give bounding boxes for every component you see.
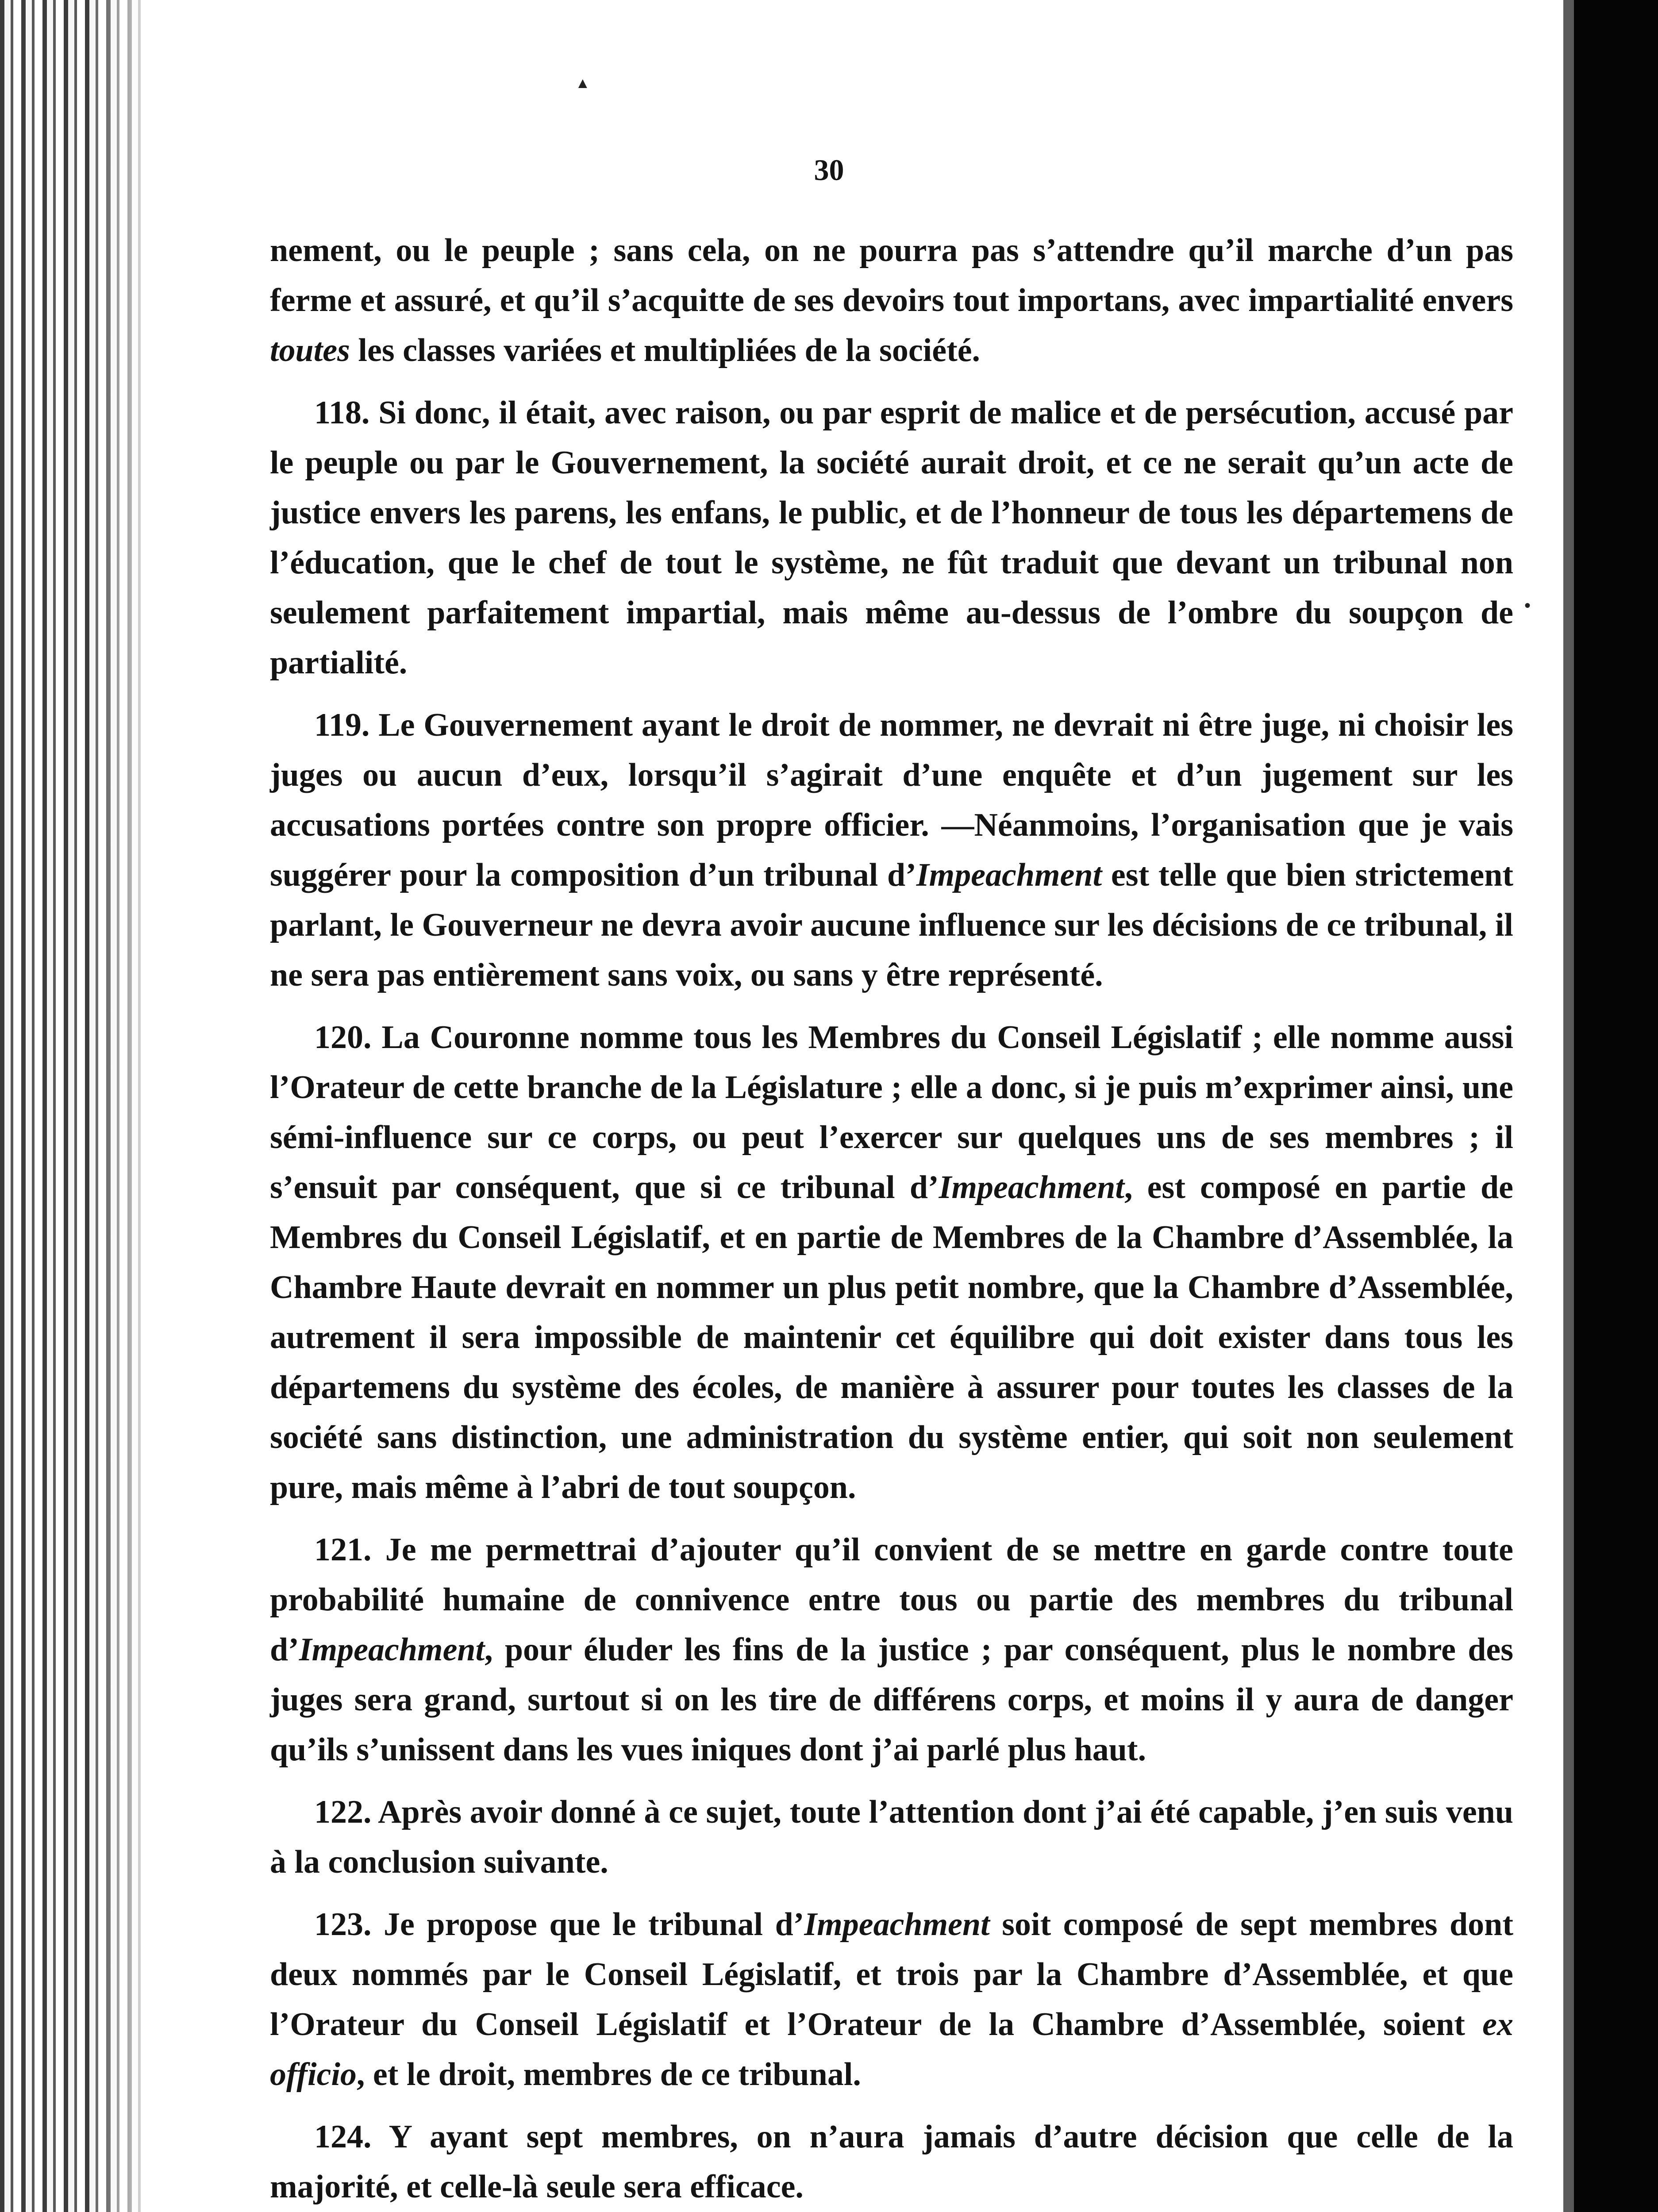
- paragraph-text: 119. Le Gouvernement ayant le droit de nommer, ne devrait ni être juge, ni choisir les juges ou aucun d’eux, lorsqu’il s’agirait d’une enquête et d’un jugement sur les accusations portées contre son propre officier. —Néanmoins, l’organisation que je vais suggérer pour la composition d’un tribunal d’: [270, 707, 1513, 893]
- paragraph-text: 118. Si donc, il était, avec raison, ou par esprit de malice et de persécution, accusé par le peuple ou par le Gouvernement, la société aurait droit, et ce ne serait qu’un acte de justice envers les parens, les enfans, le public, et de l’honneur de tous les départemens de l’éducation, que le chef de tout le système, ne fût traduit que devant un tribunal non seulement parfaitement impartial, mais même au-dessus de l’ombre du soupçon de partialité.: [270, 395, 1513, 681]
- top-ink-mark: ▲: [575, 75, 590, 92]
- scan-border-right: [1574, 0, 1658, 2212]
- italic-text: toutes: [270, 332, 350, 369]
- paragraph-p119: [270, 700, 1513, 1000]
- paragraph-text: , est composé en partie de Membres du Conseil Législatif, et en partie de Membres de la Chambre d’Assemblée, la Chambre Haute devrait en nommer un plus petit nombre, que la Chambre d’Assemblée, autrement il sera impossible de maintenir cet équilibre qui doit exister dans tous les départemens du système des écoles, de manière à assurer pour toutes les classes de la société sans distinction, une administration du système entier, qui soit non seulement pure, mais même à l’abri de tout soupçon.: [270, 1169, 1513, 1505]
- paragraph-text: soit composé de sept membres dont deux nommés par le Conseil Législatif, et trois par la Chambre d’Assemblée, et que l’Orateur du Conseil Législatif et l’Orateur de la Chambre d’Assemblée, soient: [270, 1906, 1513, 2043]
- page-number: 30: [814, 153, 844, 187]
- paragraph-text: est telle que bien strictement parlant, le Gouverneur ne devra avoir aucune influence sur les décisions de ce tribunal, il ne sera pas entièrement sans voix, ou sans y être représenté.: [270, 857, 1513, 993]
- paragraph-p122: [270, 1787, 1513, 1887]
- scan-binding-fade: [88, 0, 159, 2212]
- margin-ink-mark: •: [1524, 595, 1531, 615]
- paragraph-text: 120. La Couronne nomme tous les Membres du Conseil Législatif ; elle nomme aussi l’Orateur de cette branche de la Législature ; elle a donc, si je puis m’exprimer ainsi, une sémi-influence sur ce corps, ou peut l’exercer sur quelques uns de ses membres ; il s’ensuit par conséquent, que si ce tribunal d’: [270, 1019, 1513, 1206]
- italic-text: Impeachment: [939, 1169, 1124, 1206]
- italic-text: Impeachment: [916, 857, 1102, 893]
- paragraph-text: , pour éluder les fins de la justice ; par conséquent, plus le nombre des juges sera grand, surtout si on les tire de différens corps, et moins il y aura de danger qu’ils s’unissent dans les vues iniques dont j’ai parlé plus haut.: [270, 1632, 1513, 1768]
- paragraph-p121: [270, 1525, 1513, 1775]
- paragraph-p124: [270, 2112, 1513, 2212]
- paragraph-text: 124. Y ayant sept membres, on n’aura jamais d’autre décision que celle de la majorité, et celle-là seule sera efficace.: [270, 2119, 1513, 2205]
- paragraph-p118: [270, 388, 1513, 688]
- paragraph-text: , et le droit, membres de ce tribunal.: [356, 2056, 861, 2093]
- italic-text: Impeachment: [299, 1632, 485, 1668]
- paragraph-p123: [270, 1900, 1513, 2100]
- paragraph-p0: [270, 226, 1513, 376]
- paragraph-text: 121. Je me permettrai d’ajouter qu’il convient de se mettre en garde contre toute probabilité humaine de connivence entre tous ou partie des membres du tribunal d’: [270, 1532, 1513, 1668]
- scan-border-shadow: [1563, 0, 1574, 2212]
- paragraph-text: les classes variées et multipliées de la société.: [350, 332, 981, 369]
- paragraph-text: 123. Je propose que le tribunal d’: [314, 1906, 804, 1943]
- italic-text: ex officio: [270, 2006, 1513, 2093]
- paragraph-text: 122. Après avoir donné à ce sujet, toute l’attention dont j’ai été capable, j’en suis venu à la conclusion suivante.: [270, 1794, 1513, 1880]
- document-body: [270, 226, 1513, 2212]
- paragraph-p120: [270, 1013, 1513, 1513]
- italic-text: Impeachment: [804, 1906, 990, 1943]
- paragraph-text: nement, ou le peuple ; sans cela, on ne pourra pas s’attendre qu’il marche d’un pas ferme et assuré, et qu’il s’acquitte de ses devoirs tout importans, avec impartialité envers: [270, 232, 1513, 319]
